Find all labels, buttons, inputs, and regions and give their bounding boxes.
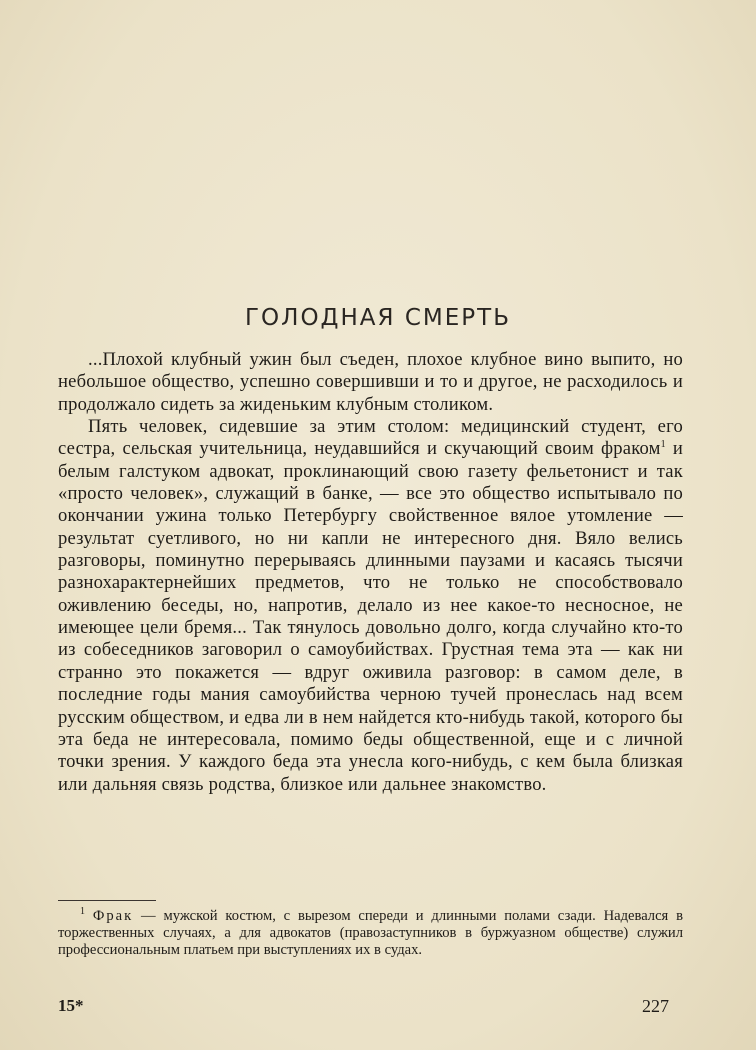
paragraph-2-start: Пять человек, сидевшие за этим столом: медицинский студент, его сестра, сельская учительница, неудавшийся и скучающий своим фраком xyxy=(58,416,683,460)
footnote-marker: 1 xyxy=(80,906,85,918)
paragraph-1: ...Плохой клубный ужин был съеден, плохое клубное вино выпито, но небольшое общество, успешно совершивши и то и другое, не расходилось и продолжало сидеть за жиденьким клубным столиком. xyxy=(58,349,683,415)
printer-signature-mark: 15* xyxy=(58,996,84,1015)
paragraph-2 xyxy=(58,416,683,796)
main-text xyxy=(58,349,683,796)
paragraph-2-rest: и белым галстуком адвокат, проклинающий свою газету фельетонист и так «просто человек», служащий в банке, — все это общество испытывало по окончании ужина только Петербургу свойственное вялое утомление — результат суетливого, но ни капли не интересного дня. Вяло велись разговоры, поминутно перерываясь длинными паузами и касаясь тысячи разнохарактернейших предметов, что не только не способствовало оживлению беседы, но, напротив, делало из нее какое-то несносное, не имеющее цели бремя... Так тянулось довольно долго, когда случайно кто-то из собеседников заговорил о самоубийствах. Грустная тема эта — как ни странно это покажется — вдруг оживила разговор: в самом деле, в последние годы мания самоубийства черною тучей пронеслась над всем русским обществом, и едва ли в нем найдется кто-нибудь такой, которого бы эта беда не интересовала, помимо беды общественной, еще и с личной точки зрения. У каждого беда эта унесла кого-нибудь, с кем была близкая или дальняя связь родства, близкое или дальнее знакомство. xyxy=(58,438,683,795)
footnote-reference: 1 xyxy=(660,439,666,451)
footnote-divider xyxy=(58,900,156,901)
footnote-term: Фрак xyxy=(92,908,134,924)
footnote-text: — мужской костюм, с вырезом спереди и длинными полами сзади. Надевался в торжественных случаях, а для адвокатов (правозаступников в буржуазном обществе) служил профессиональным платьем при выступлениях их в судах. xyxy=(58,908,683,958)
footnote xyxy=(58,908,683,958)
page-number: 227 xyxy=(642,996,669,1016)
chapter-title: ГОЛОДНАЯ СМЕРТЬ xyxy=(245,305,511,331)
